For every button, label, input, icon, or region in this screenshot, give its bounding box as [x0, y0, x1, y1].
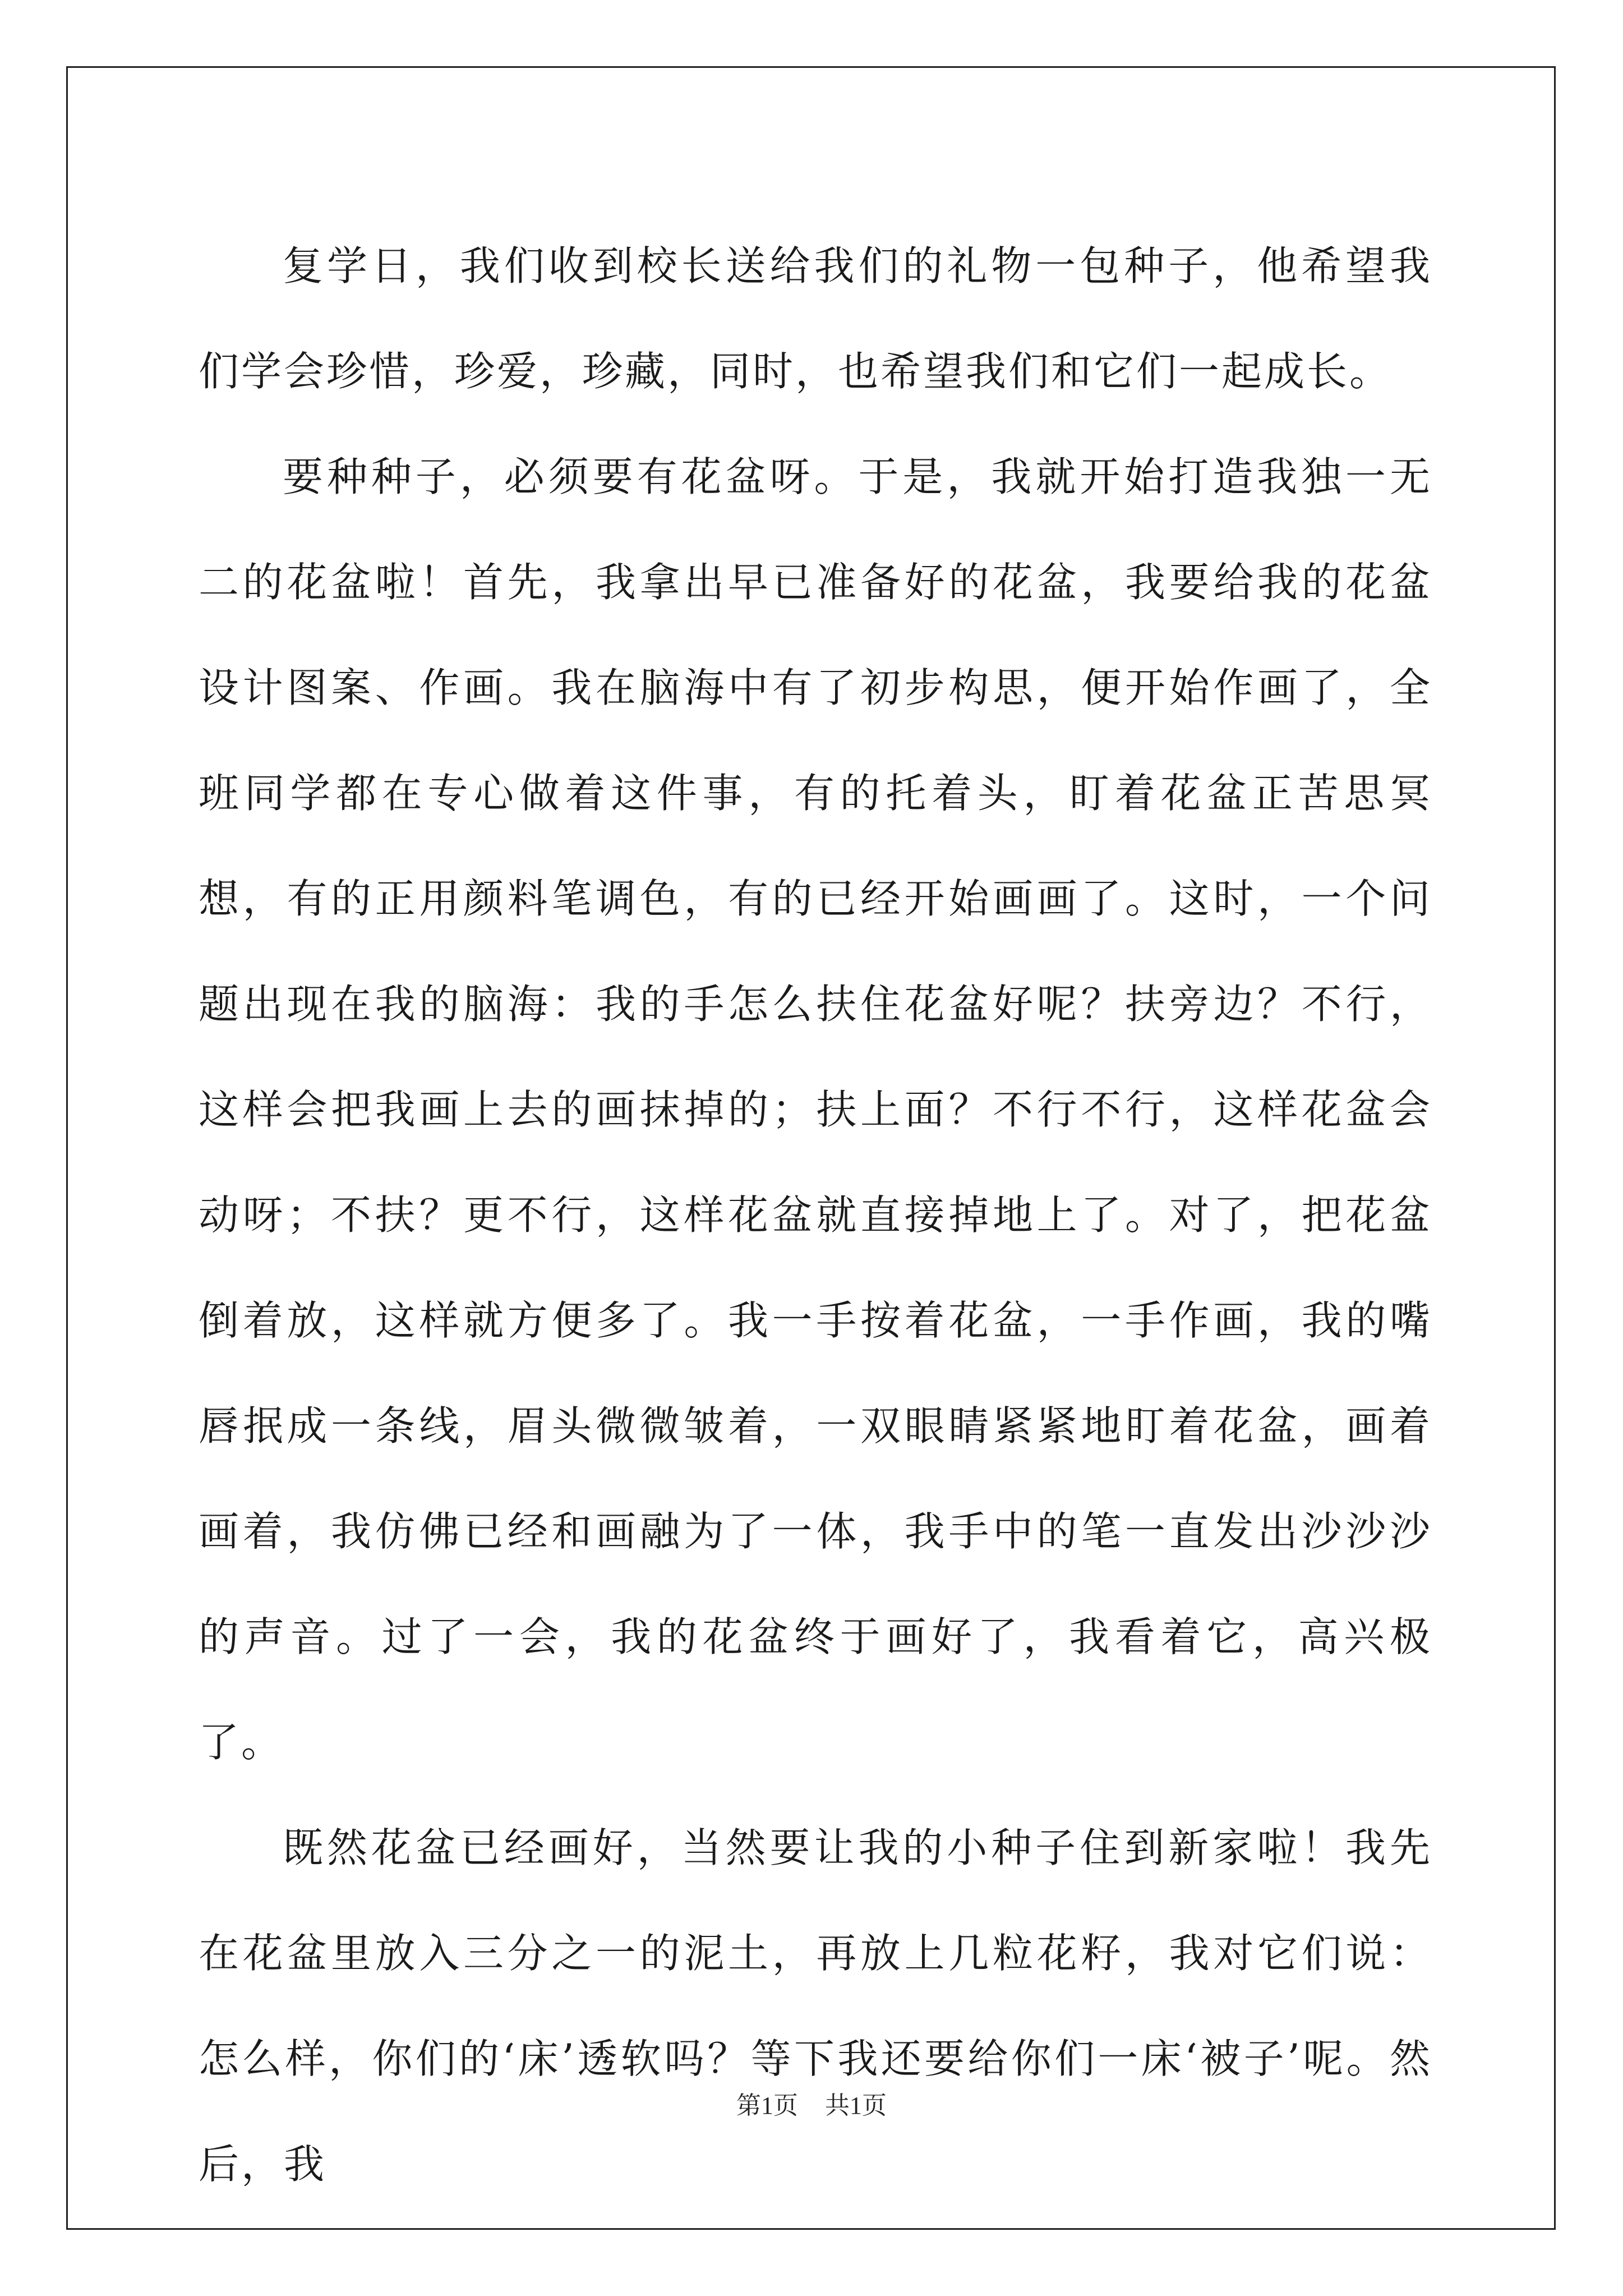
paragraph: 复学日，我们收到校长送给我们的礼物一包种子，他希望我们学会珍惜，珍爱，珍藏，同时，也希望我们和它们一起成长。	[199, 242, 1432, 395]
paragraph: 要种种子，必须要有花盆呀。于是，我就开始打造我独一无二的花盆啦！首先，我拿出早已准备好的花盆，我要给我的花盆设计图案、作画。我在脑海中有了初步构思，便开始作画了，全班同学都在专心做着这件事，有的托着头，盯着花盆正苦思冥想，有的正用颜料笔调色，有的已经开始画画了。这时，一个问题出现在我的脑海：我的手怎么扶住花盆好呢？扶旁边？不行，这样会把我画上去的画抹掉的；扶上面？不行不行，这样花盆会动呀；不扶？更不行，这样花盆就直接掉地上了。对了，把花盆倒着放，这样就方便多了。我一手按着花盆，一手作画，我的嘴唇抿成一条线，眉头微微皱着，一双眼睛紧紧地盯着花盆，画着画着，我仿佛已经和画融为了一体，我手中的笔一直发出沙沙沙的声音。过了一会，我的花盆终于画好了，我看着它，高兴极了。	[199, 453, 1432, 1766]
page-number-current: 第1页	[736, 2092, 798, 2119]
document-body	[199, 213, 1432, 2217]
page-number-total: 共1页	[825, 2092, 887, 2119]
paragraph: 既然花盆已经画好，当然要让我的小种子住到新家啦！我先在花盆里放入三分之一的泥土，再放上几粒花籽，我对它们说：怎么样，你们的‘床’透软吗？等下我还要给你们一床‘被子’呢。然后，我	[199, 1824, 1432, 2188]
page-footer	[0, 2089, 1623, 2123]
